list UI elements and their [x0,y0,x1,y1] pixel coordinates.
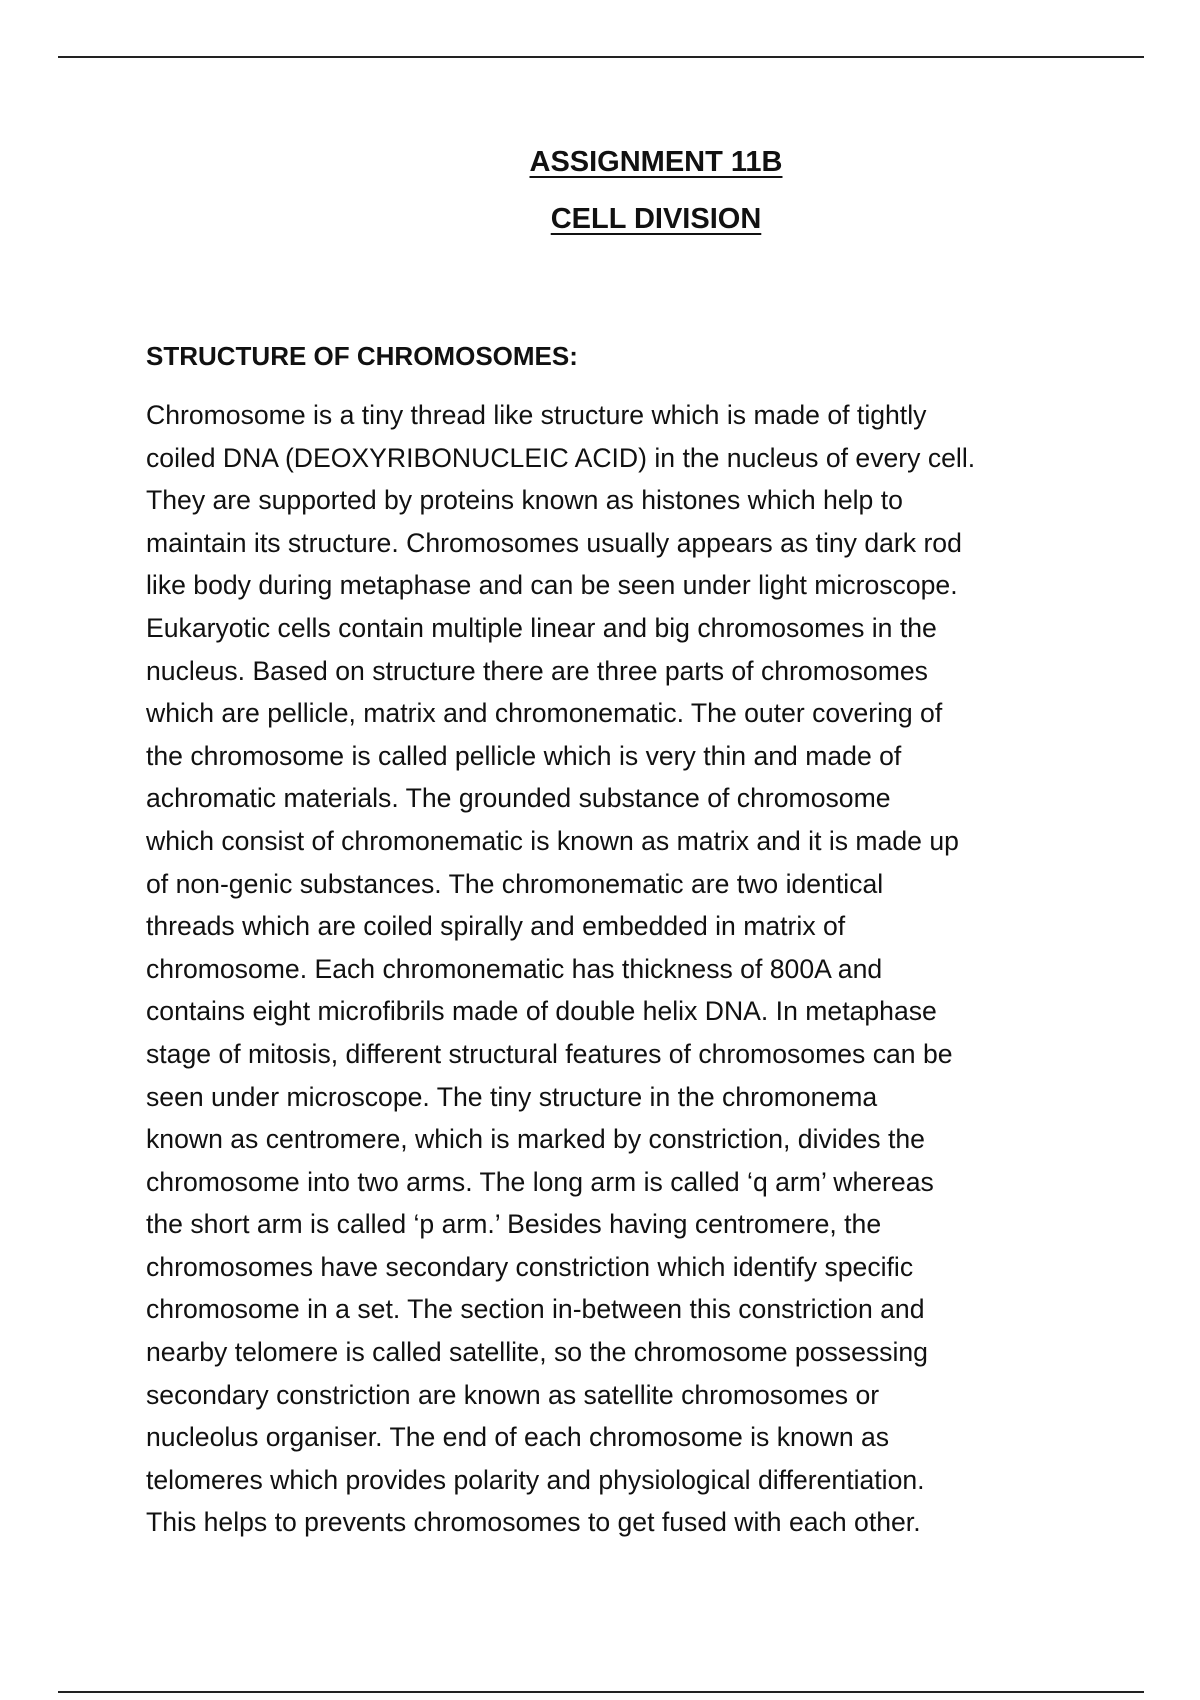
top-divider [58,56,1144,58]
title-block [0,148,1200,234]
topic-title: CELL DIVISION [550,203,762,235]
assignment-title: ASSIGNMENT 11B [529,146,783,178]
bottom-divider [58,1691,1144,1693]
section-heading: STRUCTURE OF CHROMOSOMES: [146,341,578,371]
body-paragraph: Chromosome is a tiny thread like structure which is made of tightly coiled DNA (DEOXYRIBONUCLEIC ACID) in the nucleus of every cell. They are supported by proteins known as histones which help to maintain its structure. Chromosomes usually appears as tiny dark rod like body during metaphase and can be seen under light microscope. Eukaryotic cells contain multiple linear and big chromosomes in the nucleus. Based on structure there are three parts of chromosomes which are pellicle, matrix and chromonematic. The outer covering of the chromosome is called pellicle which is very thin and made of achromatic materials. The grounded substance of chromosome which consist of chromonematic is known as matrix and it is made up of non-genic substances. The chromonematic are two identical threads which are coiled spirally and embedded in matrix of chromosome. Each chromonematic has thickness of 800A and contains eight microfibrils made of double helix DNA. In metaphase stage of mitosis, different structural features of chromosomes can be seen under microscope. The tiny structure in the chromonema known as centromere, which is marked by constriction, divides the chromosome into two arms. The long arm is called ‘q arm’ whereas the short arm is called ‘p arm.’ Besides having centromere, the chromosomes have secondary constriction which identify specific chromosome in a set. The section in-between this constriction and nearby telomere is called satellite, so the chromosome possessing secondary constriction are known as satellite chromosomes or nucleolus organiser. The end of each chromosome is known as telomeres which provides polarity and physiological differentiation. This helps to prevents chromosomes to get fused with each other. [146,400,976,1538]
